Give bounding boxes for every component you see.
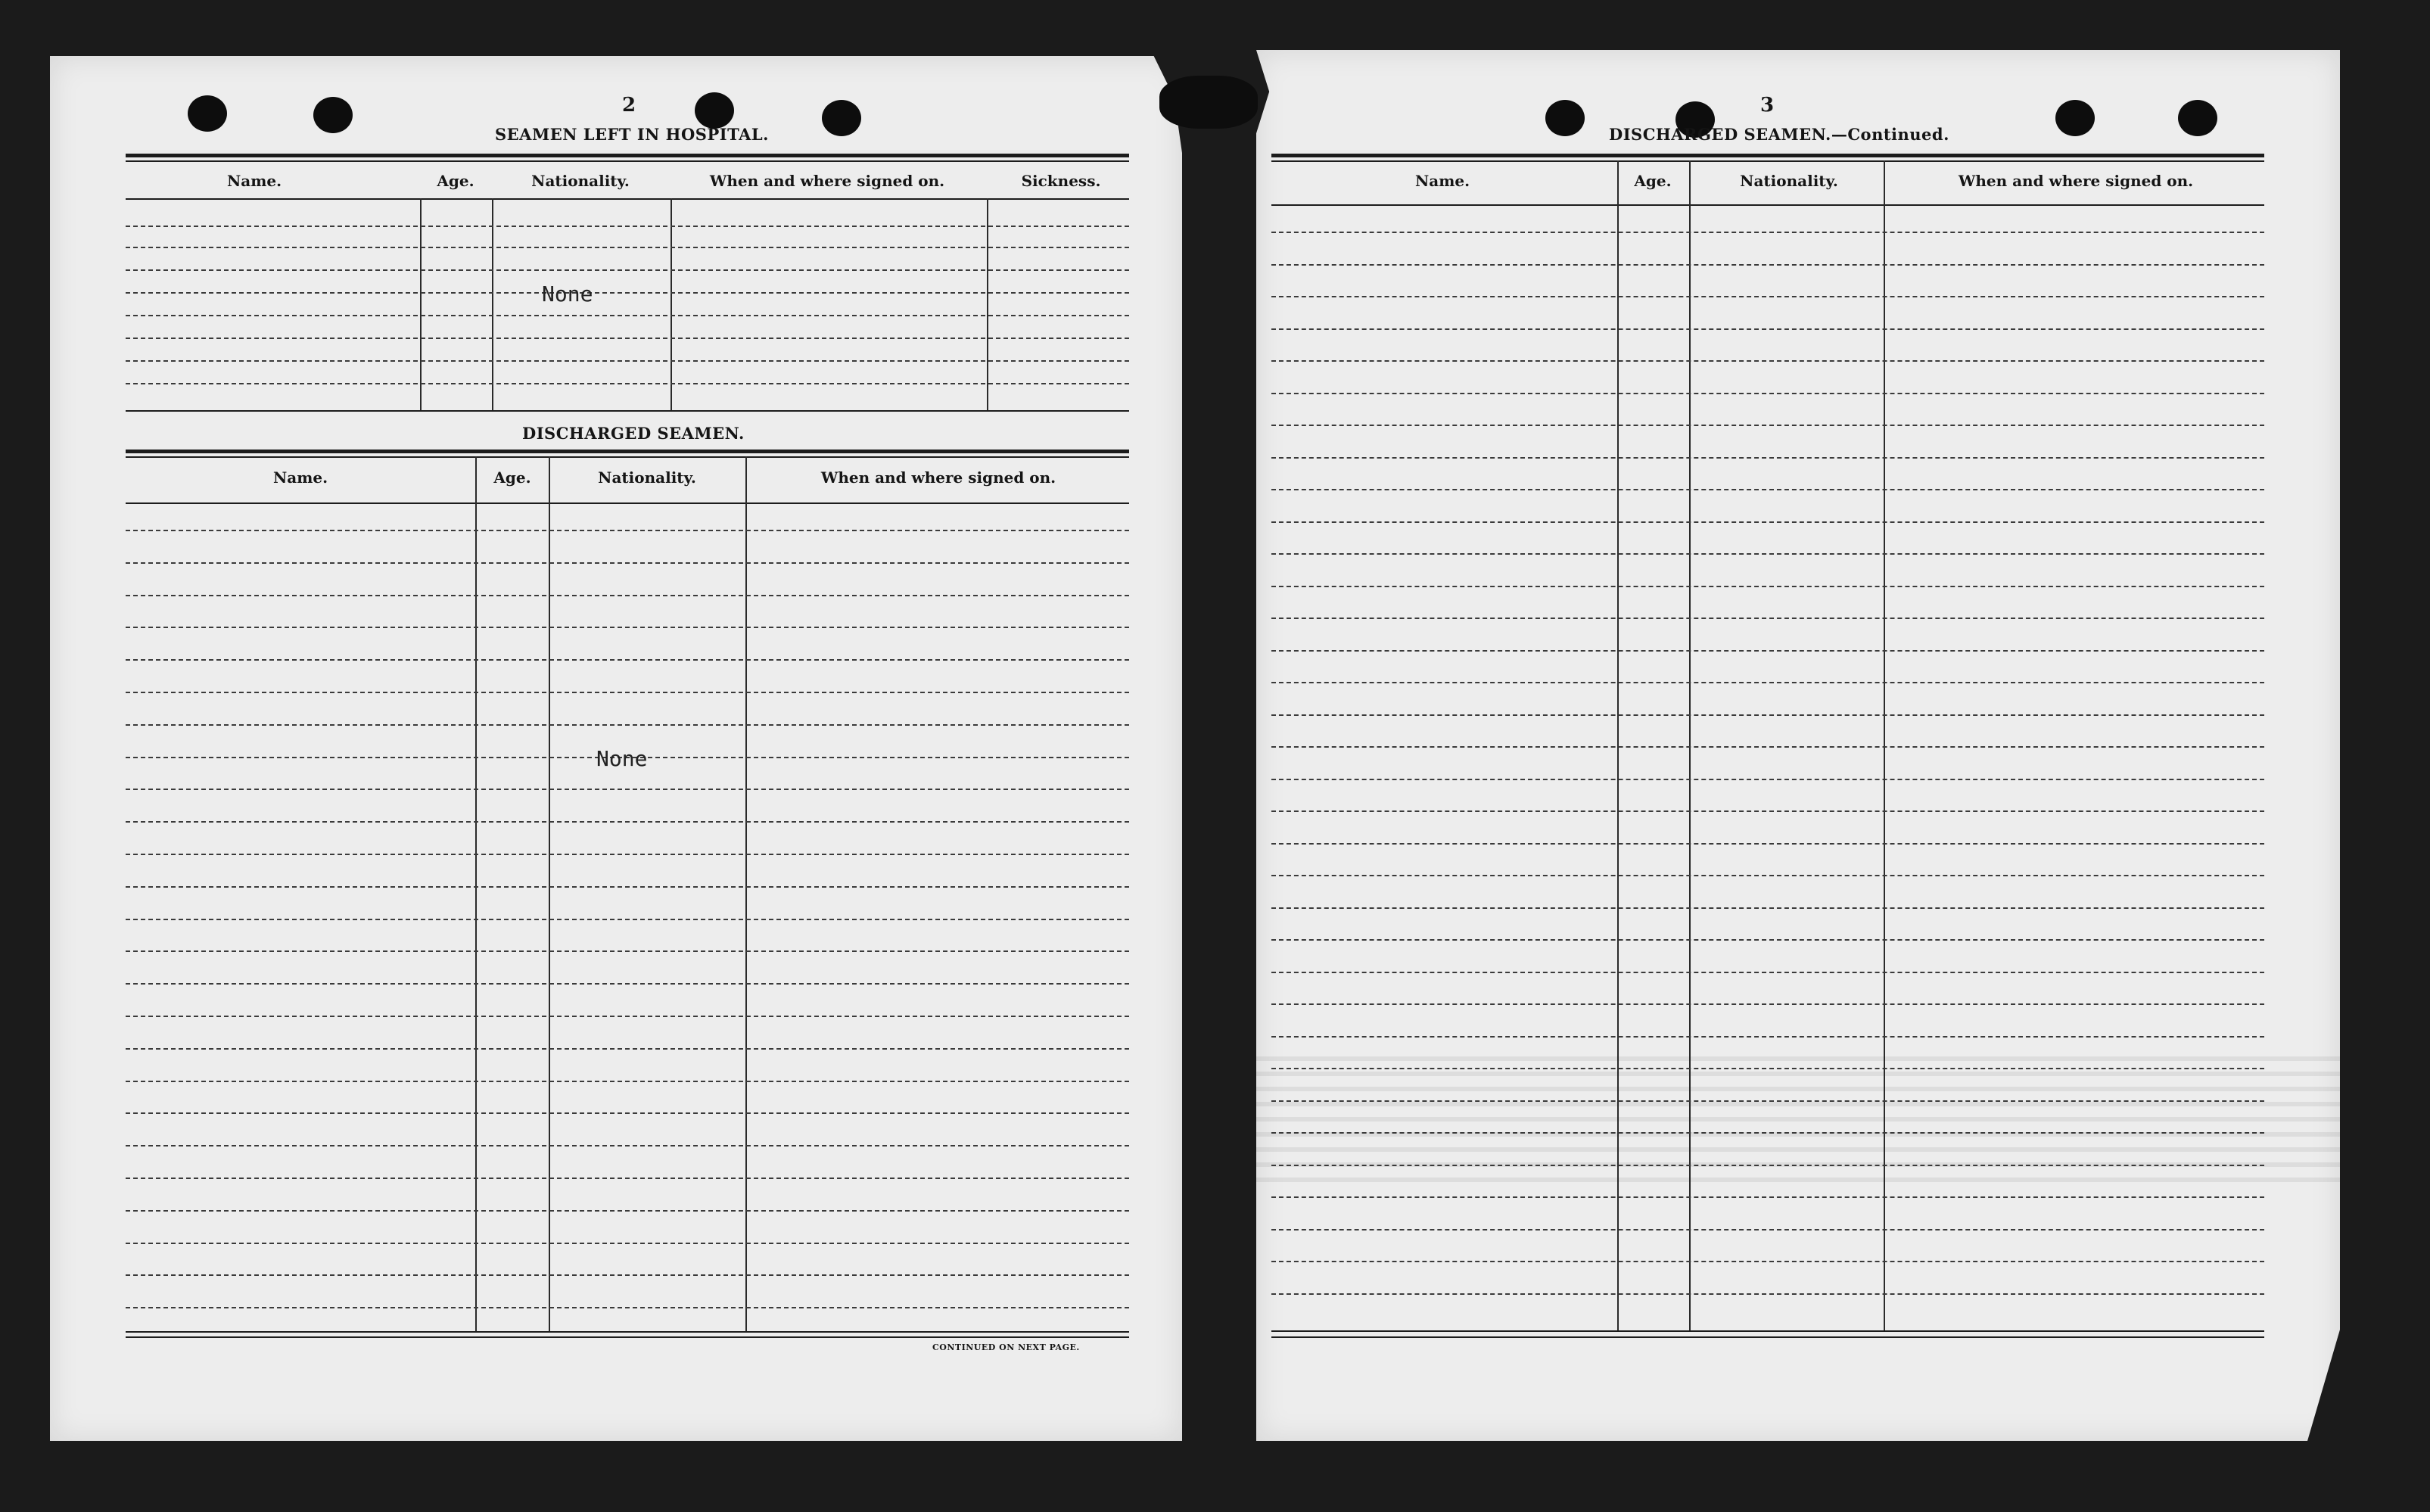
entry-line bbox=[126, 1274, 1129, 1276]
entry-line bbox=[126, 338, 1129, 339]
entry-line bbox=[1271, 1261, 2264, 1262]
entry-line bbox=[1271, 1068, 2264, 1069]
entry-line bbox=[1271, 1293, 2264, 1295]
entry-line bbox=[1271, 360, 2264, 362]
entry-line bbox=[126, 821, 1129, 823]
entry-line bbox=[126, 1016, 1129, 1017]
torn-edge bbox=[1159, 76, 1258, 129]
entry-line bbox=[126, 1178, 1129, 1179]
entry-line bbox=[126, 854, 1129, 855]
entry-line bbox=[1271, 1003, 2264, 1005]
entry-line bbox=[1271, 457, 2264, 459]
entry-line bbox=[1271, 425, 2264, 426]
column-divider bbox=[475, 456, 477, 1333]
entry-line bbox=[126, 1307, 1129, 1308]
column-header-signed-on: When and where signed on. bbox=[1958, 172, 2194, 190]
entry-line bbox=[126, 269, 1129, 271]
entry-line bbox=[126, 1048, 1129, 1050]
table-bottom-rule bbox=[1271, 1330, 2264, 1332]
column-header-name: Name. bbox=[1414, 172, 1470, 190]
entry-line bbox=[1271, 1036, 2264, 1038]
column-divider bbox=[420, 198, 422, 412]
page-number: 3 bbox=[1760, 94, 1775, 117]
column-header-signed-on: When and where signed on. bbox=[820, 468, 1056, 487]
entry-line bbox=[126, 383, 1129, 384]
column-header-rule bbox=[126, 502, 1129, 504]
column-divider bbox=[987, 198, 988, 412]
header-rule bbox=[126, 160, 1129, 162]
punch-hole bbox=[188, 95, 227, 132]
entry-line bbox=[1271, 232, 2264, 233]
section-end-rule bbox=[126, 410, 1129, 412]
entry-line bbox=[126, 247, 1129, 248]
section-title-hospital: SEAMEN LEFT IN HOSPITAL. bbox=[495, 125, 769, 144]
punch-hole bbox=[1545, 100, 1585, 136]
column-header-rule bbox=[1271, 204, 2264, 206]
entry-line bbox=[126, 1243, 1129, 1244]
entry-line bbox=[1271, 521, 2264, 523]
entry-line bbox=[126, 315, 1129, 316]
hospital-entry: None bbox=[542, 282, 593, 306]
entry-line bbox=[1271, 296, 2264, 297]
entry-line bbox=[126, 595, 1129, 596]
entry-line bbox=[126, 627, 1129, 628]
punch-hole bbox=[313, 97, 353, 133]
header-rule bbox=[1271, 154, 2264, 157]
punch-hole bbox=[2055, 100, 2095, 136]
table-bottom-rule bbox=[126, 1336, 1129, 1338]
entry-line bbox=[1271, 1229, 2264, 1230]
entry-line bbox=[126, 360, 1129, 362]
entry-line bbox=[126, 1145, 1129, 1146]
column-header-name: Name. bbox=[272, 468, 328, 487]
entry-line bbox=[1271, 328, 2264, 330]
column-header-age: Age. bbox=[1634, 172, 1672, 190]
entry-line bbox=[1271, 393, 2264, 394]
entry-line bbox=[126, 1081, 1129, 1082]
entry-line bbox=[1271, 1196, 2264, 1198]
entry-line bbox=[126, 1112, 1129, 1114]
entry-line bbox=[1271, 779, 2264, 780]
column-divider bbox=[745, 456, 747, 1333]
entry-line bbox=[1271, 682, 2264, 683]
column-header-signed-on: When and where signed on. bbox=[709, 172, 945, 190]
entry-line bbox=[126, 886, 1129, 888]
entry-line bbox=[1271, 810, 2264, 812]
punch-hole bbox=[695, 92, 734, 129]
entry-line bbox=[126, 919, 1129, 920]
section-title-discharged: DISCHARGED SEAMEN. bbox=[522, 424, 745, 443]
entry-line bbox=[126, 724, 1129, 726]
entry-line bbox=[1271, 1165, 2264, 1166]
entry-line bbox=[1271, 650, 2264, 652]
column-header-nationality: Nationality. bbox=[598, 468, 696, 487]
entry-line bbox=[1271, 972, 2264, 973]
column-divider bbox=[549, 456, 550, 1333]
page-number: 2 bbox=[622, 94, 636, 117]
column-header-age: Age. bbox=[437, 172, 474, 190]
entry-line bbox=[126, 789, 1129, 790]
continued-footer: CONTINUED ON NEXT PAGE. bbox=[932, 1342, 1080, 1352]
table-bottom-rule bbox=[126, 1331, 1129, 1333]
entry-line bbox=[1271, 907, 2264, 909]
entry-line bbox=[1271, 553, 2264, 555]
entry-line bbox=[1271, 264, 2264, 266]
right-page bbox=[1256, 50, 2340, 1441]
column-divider bbox=[671, 198, 672, 412]
column-header-name: Name. bbox=[226, 172, 282, 190]
entry-line bbox=[1271, 875, 2264, 876]
table-bottom-rule bbox=[1271, 1336, 2264, 1338]
entry-line bbox=[1271, 746, 2264, 748]
entry-line bbox=[1271, 618, 2264, 619]
entry-line bbox=[126, 226, 1129, 227]
bleed-through-text bbox=[65, 168, 80, 204]
punch-hole bbox=[822, 100, 861, 136]
entry-line bbox=[1271, 586, 2264, 587]
header-rule bbox=[126, 450, 1129, 453]
column-header-sickness: Sickness. bbox=[1021, 172, 1101, 190]
entry-line bbox=[1271, 489, 2264, 490]
entry-line bbox=[126, 562, 1129, 564]
header-rule bbox=[126, 456, 1129, 458]
entry-line bbox=[126, 692, 1129, 693]
discharged-entry: None bbox=[596, 746, 648, 771]
header-rule bbox=[126, 154, 1129, 157]
column-header-rule bbox=[126, 198, 1129, 200]
column-header-nationality: Nationality. bbox=[531, 172, 630, 190]
entry-line bbox=[126, 1210, 1129, 1212]
entry-line bbox=[126, 659, 1129, 661]
entry-line bbox=[126, 950, 1129, 952]
entry-line bbox=[1271, 939, 2264, 941]
column-divider bbox=[492, 198, 493, 412]
entry-line bbox=[126, 292, 1129, 294]
entry-line bbox=[126, 530, 1129, 531]
entry-line bbox=[1271, 1132, 2264, 1134]
punch-hole bbox=[2178, 100, 2217, 136]
header-rule bbox=[1271, 160, 2264, 162]
section-title-discharged-continued: DISCHARGED SEAMEN.—Continued. bbox=[1609, 125, 1949, 144]
column-header-age: Age. bbox=[493, 468, 531, 487]
entry-line bbox=[1271, 843, 2264, 845]
column-header-nationality: Nationality. bbox=[1740, 172, 1838, 190]
entry-line bbox=[1271, 714, 2264, 716]
entry-line bbox=[126, 983, 1129, 985]
entry-line bbox=[1271, 1100, 2264, 1102]
